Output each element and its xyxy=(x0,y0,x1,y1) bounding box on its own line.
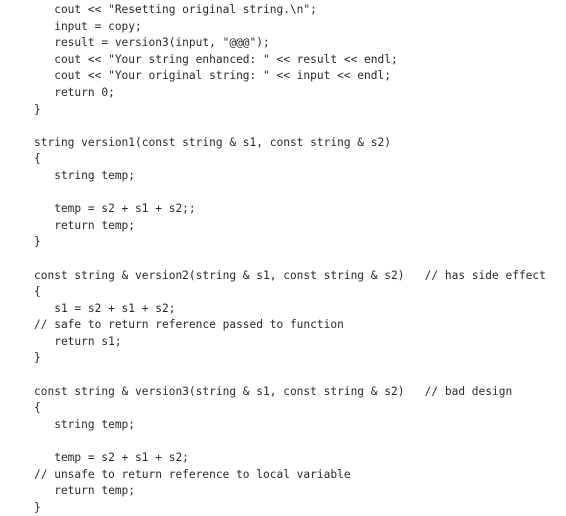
code-line xyxy=(34,185,546,202)
code-line: cout << "Your string enhanced: " << result << endl; xyxy=(34,52,398,66)
code-line: temp = s2 + s1 + s2; xyxy=(34,451,189,465)
code-line: } xyxy=(34,351,41,365)
code-line: } xyxy=(34,235,41,249)
code-listing xyxy=(34,2,546,516)
code-line: { xyxy=(34,285,41,299)
code-line: s1 = s2 + s1 + s2; xyxy=(34,301,176,315)
code-line xyxy=(34,118,546,135)
code-line: cout << "Resetting original string.\n"; xyxy=(34,3,317,16)
code-line: result = version3(input, "@@@"); xyxy=(34,36,270,50)
code-line: cout << "Your original string: " << input << endl; xyxy=(34,69,391,83)
code-line xyxy=(34,367,546,384)
code-line: } xyxy=(34,500,41,514)
code-line: } xyxy=(34,102,41,116)
code-line: const string & version3(string & s1, const string & s2) // bad design xyxy=(34,384,513,398)
code-line: const string & version2(string & s1, const string & s2) // has side effect xyxy=(34,268,546,282)
code-line: { xyxy=(34,152,41,166)
code-line xyxy=(34,433,546,450)
code-line: { xyxy=(34,401,41,415)
code-line xyxy=(34,251,546,268)
code-line: return s1; xyxy=(34,334,122,348)
code-line: return temp; xyxy=(34,484,136,498)
code-line: string temp; xyxy=(34,168,136,182)
code-line: return temp; xyxy=(34,218,136,232)
code-line: // unsafe to return reference to local variable xyxy=(34,467,351,481)
code-line: input = copy; xyxy=(34,19,142,33)
code-line: // safe to return reference passed to function xyxy=(34,318,344,332)
code-line: string temp; xyxy=(34,417,136,431)
code-line: string version1(const string & s1, const string & s2) xyxy=(34,135,391,149)
code-line: return 0; xyxy=(34,85,115,99)
code-line: temp = s2 + s1 + s2;; xyxy=(34,202,196,216)
